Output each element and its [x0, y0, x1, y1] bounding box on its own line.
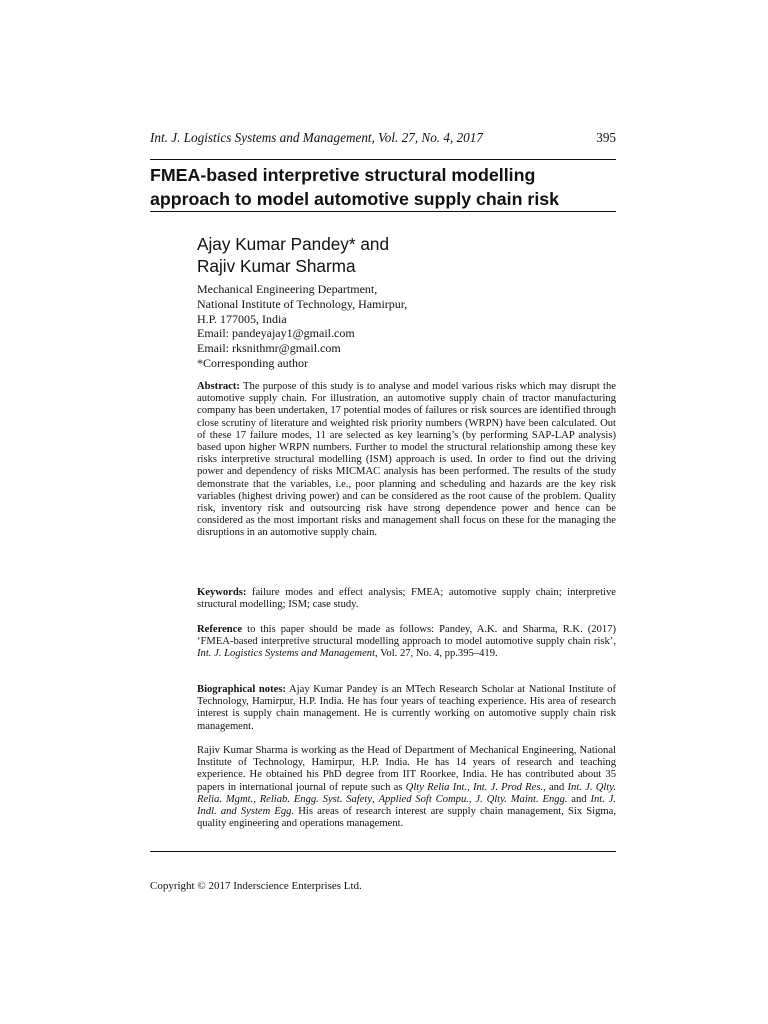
- bio-journal: Int. J. Prod Res.: [472, 781, 544, 793]
- reference-note: [197, 624, 616, 661]
- author-line-2: Rajiv Kumar Sharma: [197, 256, 356, 276]
- footer-rule: [150, 851, 616, 852]
- bio-author-1: Ajay Kumar Pandey is an MTech Research Scholar at National Institute of Technology, Hamirpur, H.P. India. He has four years of teaching experience. His area of research interest is supply chain management. He is currently working on automotive supply chain risk management.: [197, 684, 616, 732]
- keywords: [197, 587, 616, 611]
- affiliation-institute: National Institute of Technology, Hamirpur,: [197, 296, 408, 311]
- bio-journal: Int. J. Qlty. Relia. Mgmt.: [197, 781, 616, 805]
- abstract: [197, 381, 616, 540]
- affiliation-address: H.P. 177005, India: [197, 311, 287, 326]
- running-header: [150, 130, 616, 146]
- bio-sep: ,: [253, 793, 260, 805]
- bio-text-b: His areas of research interest are supply chain management, Six Sigma, quality engineering and operations management.: [197, 806, 616, 830]
- abstract-text: The purpose of this study is to analyse and model various risks which may disrupt the automotive supply chain. For illustration, an automotive supply chain of tractor manufacturing company has been undertaken, 17 potential modes of failures or risk sources are identified through close scrutiny of literature and weighted risk priority numbers (WRPN) have been calculated. Out of these 17 failure modes, 11 are selected as key learning’s (by performing SAP-LAP analysis) based upon higher WRPN numbers. Further to model the structural relationship among these key risks interpretive structural modelling (ISM) approach is used. In order to find out the driving power and dependency of risks MICMAC analysis has been performed. The results of the study demonstrate that the variables, i.e., poor planning and scheduling and hazards are the key risk variables (highest driving power) and can be considered as the root cause of the problem. Quality risk, inventory risk and outsourcing risk have strong dependence power and hence can be considered as the most important risks and management shall focus on these for the managing the disruptions in an automotive supply chain.: [197, 381, 616, 539]
- reference-journal: Int. J. Logistics Systems and Management: [197, 648, 376, 660]
- journal-citation: Int. J. Logistics Systems and Management, Vol. 27, No. 4, 2017: [150, 130, 483, 145]
- bio-label: Biographical notes:: [197, 684, 286, 695]
- bio-sep: ,: [467, 781, 473, 793]
- affiliation-email-2: Email: rksnithmr@gmail.com: [197, 341, 341, 356]
- bio-journal: Qlty Relia Int.: [405, 781, 468, 793]
- affiliation-email-1: Email: pandeyajay1@gmail.com: [197, 326, 355, 341]
- copyright-notice: Copyright © 2017 Inderscience Enterprises Ltd.: [150, 880, 362, 892]
- bio-journal: Int. J. Indl. and System Egg.: [197, 793, 617, 818]
- header-rule: [150, 159, 616, 160]
- bio-sep: ,: [372, 793, 379, 805]
- corresponding-author-note: *Corresponding author: [197, 355, 308, 370]
- page-number: 395: [596, 130, 616, 145]
- abstract-label: Abstract:: [197, 381, 240, 392]
- reference-label: Reference: [197, 624, 243, 635]
- author-block: [197, 233, 389, 277]
- bio-journal: Applied Soft Compu.: [378, 793, 469, 805]
- bio-sep: and: [567, 793, 591, 805]
- bio-journal: J. Qlty. Maint. Engg.: [475, 793, 568, 805]
- bio-journal: Reliab. Engg. Syst. Safety: [259, 793, 373, 805]
- affiliation-department: Mechanical Engineering Department,: [197, 282, 378, 296]
- bio-sep: , and: [543, 781, 568, 793]
- reference-volume: , Vol. 27, No. 4, pp.395–419.: [375, 648, 498, 660]
- bio-sep: ,: [468, 793, 476, 805]
- bio-text-a: Rajiv Kumar Sharma is working as the Head of Department of Mechanical Engineering, National Institute of Technology, Hamirpur, H.P. India. He has 14 years of research and teaching experience. He obtained his PhD degree from IIT Roorkee, India. He has contributed about 35 papers in international journal of repute such as: [197, 745, 616, 793]
- paper-title: FMEA-based interpretive structural modelling approach to model automotive supply chain risk: [150, 165, 560, 209]
- affiliation-block: [197, 282, 407, 371]
- title-rule: [150, 211, 616, 212]
- keywords-label: Keywords:: [197, 587, 247, 598]
- author-line-1: Ajay Kumar Pandey* and: [197, 234, 390, 254]
- bio-author-2: [197, 745, 616, 830]
- biographical-notes: [197, 684, 616, 733]
- keywords-text: failure modes and effect analysis; FMEA; automotive supply chain; interpretive structural modelling; ISM; case study.: [197, 587, 616, 611]
- reference-text: to this paper should be made as follows: Pandey, A.K. and Sharma, R.K. (2017) ‘FMEA-based interpretive structural modelling approach to model automotive supply chain risk’,: [197, 624, 616, 648]
